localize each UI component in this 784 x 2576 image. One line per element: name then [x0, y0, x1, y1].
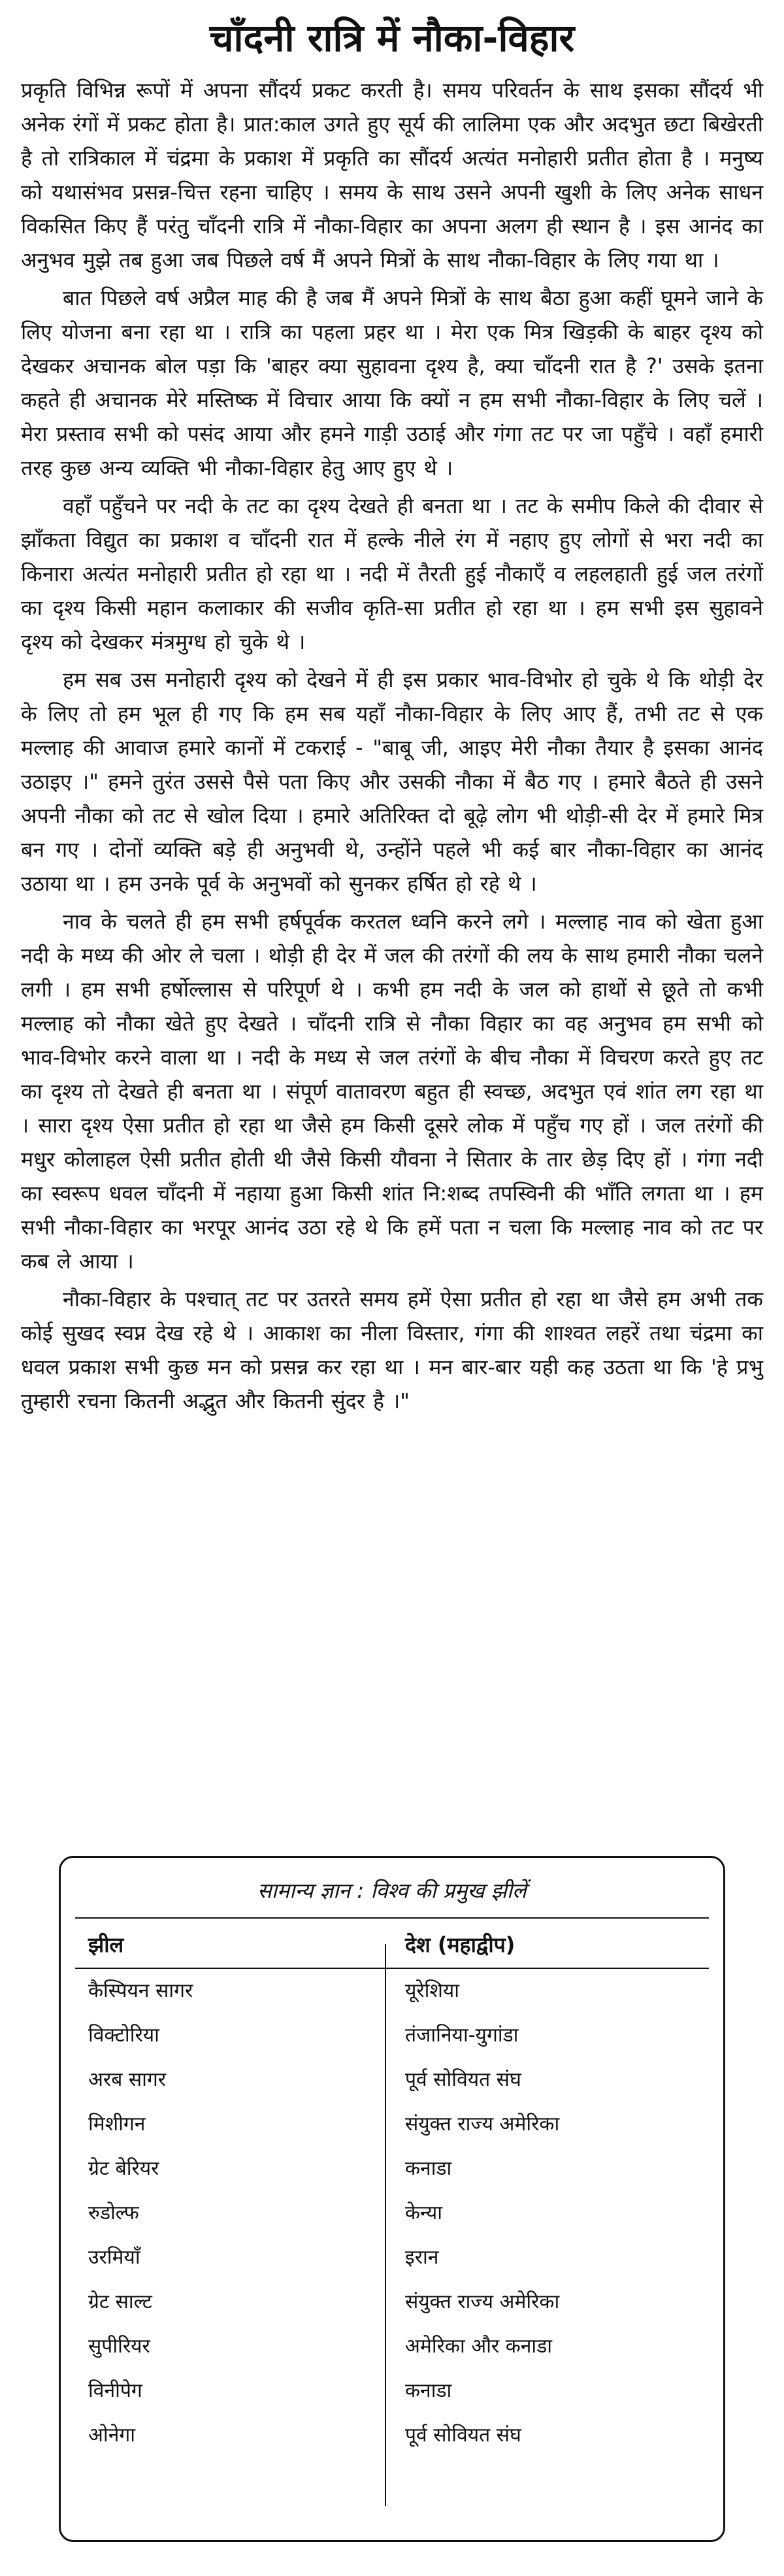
gk-box-title: सामान्य ज्ञान : विश्व की प्रमुख झीलें	[75, 1858, 709, 1919]
table-row	[75, 1968, 709, 2013]
lakes-table	[75, 1919, 709, 2458]
lake-country: इरान	[405, 2246, 439, 2269]
lake-name: कैस्पियन सागर	[88, 1979, 193, 2002]
paragraph-2: बात पिछले वर्ष अप्रैल माह की है जब मैं अपने मित्रों के साथ बैठा हुआ कहीं घूमने जाने के लिए योजना बना रहा था । रात्रि का पहला प्रहर था । मेरा एक मित्र खिड़की के बाहर दृश्य को देखकर अचानक बोल पड़ा कि 'बाहर क्या सुहावना दृश्य है, क्या चाँदनी रात है ?' उसके इतना कहते ही अचानक मेरे मस्तिष्क में विचार आया कि क्यों न हम सभी नौका-विहार के लिए चलें । मेरा प्रस्ताव सभी को पसंद आया और हमने गाड़ी उठाई और गंगा तट पर जा पहुँचे । वहाँ हमारी तरह कुछ अन्य व्यक्ति भी नौका-विहार हेतु आए हुए थे ।	[21, 286, 763, 480]
table-row	[75, 2413, 709, 2458]
table-row	[75, 2236, 709, 2280]
lake-name: अरब सागर	[88, 2068, 167, 2091]
lake-country: संयुक्त राज्य अमेरिका	[405, 2113, 560, 2136]
table-row	[75, 2324, 709, 2369]
table-header-row	[75, 1919, 709, 1968]
paragraph-3: वहाँ पहुँचने पर नदी के तट का दृश्य देखते ही बनता था । तट के समीप किले की दीवार से झाँकता विद्युत का प्रकाश व चाँदनी रात में हल्के नीले रंग में नहाए हुए लोगों से भरा नदी का किनारा अत्यंत मनोहारी प्रतीत हो रहा था । नदी में तैरती हुई नौकाएँ व लहलहाती हुई जल तरंगों का दृश्य किसी महान कलाकार की सजीव कृति-सा प्रतीत हो रहा था । हम सभी इस सुहावने दृश्य को देखकर मंत्रमुग्ध हो चुके थे ।	[21, 493, 763, 654]
lake-name: उरमियाँ	[88, 2246, 140, 2269]
table-row	[75, 2369, 709, 2413]
page-title: चाँदनी रात्रि में नौका-विहार	[209, 16, 575, 60]
lake-country: कनाडा	[405, 2157, 452, 2180]
lake-name: सुपीरियर	[88, 2335, 150, 2358]
lake-name: ग्रेट साल्ट	[88, 2290, 152, 2313]
lake-name: विनीपेग	[88, 2379, 142, 2402]
lake-country: पूर्व सोवियत संघ	[405, 2068, 521, 2091]
table-row	[75, 2147, 709, 2191]
lake-country: यूरेशिया	[405, 1979, 460, 2002]
table-row	[75, 2191, 709, 2236]
lake-country: संयुक्त राज्य अमेरिका	[405, 2290, 560, 2313]
lake-name: ओनेगा	[88, 2424, 135, 2447]
lake-name: विक्टोरिया	[88, 2024, 159, 2047]
table-divider	[385, 1944, 386, 2506]
lake-country: कनाडा	[405, 2379, 452, 2402]
lake-name: ग्रेट बेरियर	[88, 2157, 159, 2180]
gk-lakes-box	[59, 1856, 725, 2542]
table-row	[75, 2280, 709, 2324]
table-row	[75, 2013, 709, 2058]
lake-country: केन्या	[405, 2202, 443, 2224]
table-row	[75, 2102, 709, 2147]
header-country: देश (महाद्वीप)	[392, 1919, 709, 1968]
lake-name: रुडोल्फ	[88, 2202, 139, 2224]
paragraph-6: नौका-विहार के पश्चात् तट पर उतरते समय हमें ऐसा प्रतीत हो रहा था जैसे हम अभी तक कोई सुखद स्वप्न देख रहे थे । आकाश का नीला विस्तार, गंगा की शाश्वत लहरें तथा चंद्रमा का धवल प्रकाश सभी कुछ मन को प्रसन्न कर रहा था । मन बार-बार यही कह उठता था कि 'हे प्रभु तुम्हारी रचना कितनी अद्भुत और कितनी सुंदर है ।"	[21, 1287, 763, 1413]
header-lake: झील	[75, 1919, 392, 1968]
lake-country: तंजानिया-युगांडा	[405, 2024, 519, 2047]
table-row	[75, 2058, 709, 2102]
lake-country: अमेरिका और कनाडा	[405, 2335, 553, 2358]
paragraph-5: नाव के चलते ही हम सभी हर्षपूर्वक करतल ध्वनि करने लगे । मल्लाह नाव को खेता हुआ नदी के मध्य की ओर ले चला । थोड़ी ही देर में जल की तरंगों की लय के साथ हमारी नौका चलने लगी । हम सभी हर्षोल्लास से परिपूर्ण थे । कभी हम नदी के जल को हाथों से छूते तो कभी मल्लाह को नौका खेते हुए देखते । चाँदनी रात्रि से नौका विहार का वह अनुभव हम सभी को भाव-विभोर करने वाला था । नदी के मध्य से जल तरंगों के बीच नौका में विचरण करते हुए तट का दृश्य तो देखते ही बनता था । संपूर्ण वातावरण बहुत ही स्वच्छ, अदभुत एवं शांत लग रहा था । सारा दृश्य ऐसा प्रतीत हो रहा था जैसे हम किसी दूसरे लोक में पहुँच गए हों । जल तरंगों की मधुर कोलाहल ऐसी प्रतीत होती थी जैसे किसी यौवना ने सितार के तार छेड़ दिए हों । गंगा नदी का स्वरूप धवल चाँदनी में नहाया हुआ किसी शांत नि:शब्द तपस्विनी की भाँति लगता था । हम सभी नौका-विहार का भरपूर आनंद उठा रहे थे कि हमें पता न चला कि मल्लाह नाव को तट पर कब ले आया ।	[21, 909, 763, 1274]
paragraph-1: प्रकृति विभिन्न रूपों में अपना सौंदर्य प्रकट करती है। समय परिवर्तन के साथ इसका सौंदर्य भी अनेक रंगों में प्रकट होता है। प्रात:काल उगते हुए सूर्य की लालिमा एक और अदभुत छटा बिखेरती है तो रात्रिकाल में चंद्रमा के प्रकाश में प्रकृति का सौंदर्य अत्यंत मनोहारी प्रतीत होता है । मनुष्य को यथासंभव प्रसन्न-चित्त रहना चाहिए । समय के साथ उसने अपनी खुशी के लिए अनेक साधन विकसित किए हैं परंतु चाँदनी रात्रि में नौका-विहार का अपना अलग ही स्थान है । इस आनंद का अनुभव मुझे तब हुआ जब पिछले वर्ष मैं अपने मित्रों के साथ नौका-विहार के लिए गया था ।	[21, 78, 763, 272]
lake-country: पूर्व सोवियत संघ	[405, 2424, 521, 2447]
paragraph-4: हम सब उस मनोहारी दृश्य को देखने में ही इस प्रकार भाव-विभोर हो चुके थे कि थोड़ी देर के लिए तो हम भूल ही गए कि हम सब यहाँ नौका-विहार के लिए आए हैं, तभी तट से एक मल्लाह की आवाज हमारे कानों में टकराई - "बाबू जी, आइए मेरी नौका तैयार है इसका आनंद उठाइए ।" हमने तुरंत उससे पैसे पता किए और उसकी नौका में बैठ गए । हमारे बैठते ही उसने अपनी नौका को तट से खोल दिया । हमारे अतिरिक्त दो बूढ़े लोग भी थोड़ी-सी देर में हमारे मित्र बन गए । दोनों व्यक्ति बड़े ही अनुभवी थे, उन्होंने पहले भी कई बार नौका-विहार का आनंद उठाया था । हम उनके पूर्व के अनुभवों को सुनकर हर्षित हो रहे थे ।	[21, 667, 763, 896]
lake-name: मिशीगन	[88, 2113, 146, 2136]
